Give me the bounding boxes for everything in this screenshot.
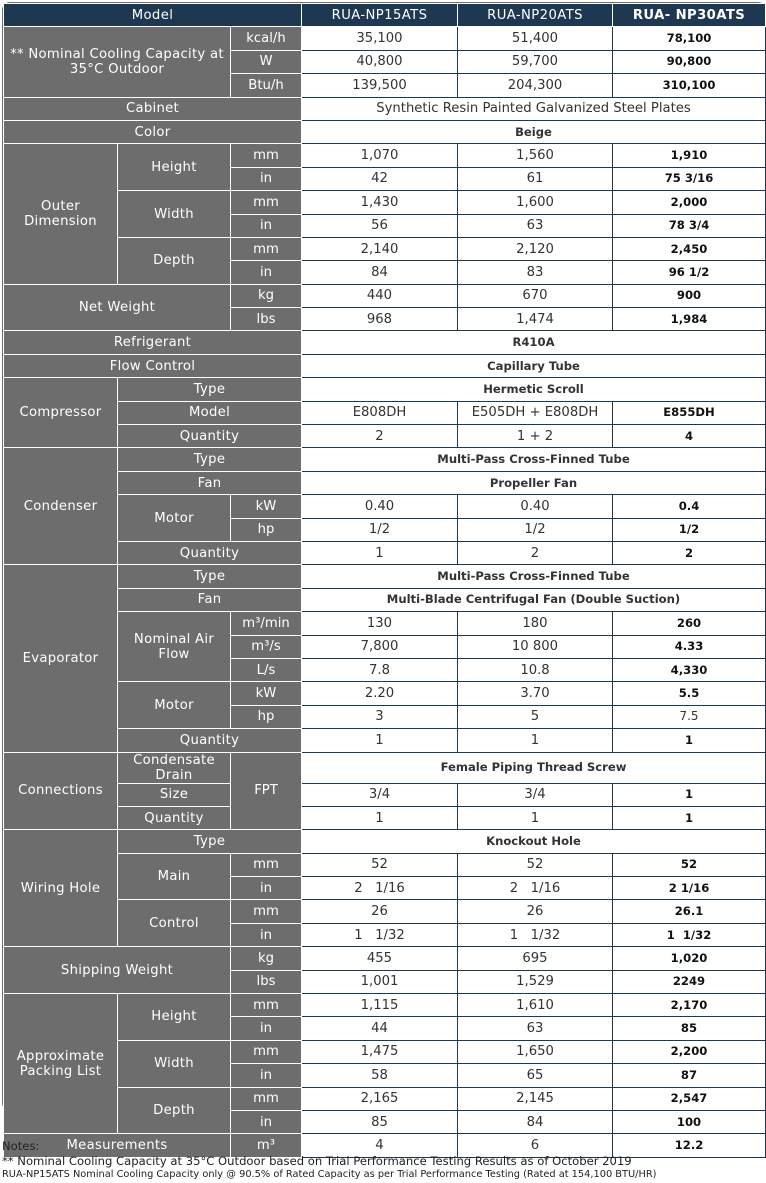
value-cell: 7,800 [302, 635, 458, 658]
evaporator-type-value: Multi-Pass Cross-Finned Tube [302, 565, 766, 588]
condensate-drain-label: Condensate Drain [118, 752, 231, 783]
value-cell: 1,610 [458, 994, 613, 1017]
fan-label: Fan [118, 471, 302, 494]
value-cell: 42 [302, 167, 458, 190]
table-row [4, 144, 766, 167]
value-cell: 7.5 [613, 705, 766, 728]
value-cell: 260 [613, 612, 766, 635]
width-label: Width [118, 1040, 231, 1087]
value-cell: 84 [302, 261, 458, 284]
value-cell: 2,165 [302, 1087, 458, 1110]
notes-section [2, 1139, 762, 1183]
quantity-label: Quantity [118, 541, 302, 564]
nominal-air-flow-label: Nominal Air Flow [118, 612, 231, 682]
value-cell: 1,430 [302, 191, 458, 214]
table-row [4, 900, 766, 923]
value-cell: 52 [613, 853, 766, 876]
unit-label: mm [231, 994, 302, 1017]
value-cell: 26 [458, 900, 613, 923]
fan-label: Fan [118, 588, 302, 611]
table-row [4, 471, 766, 494]
table-row [4, 783, 766, 806]
value-cell: 3 [302, 705, 458, 728]
unit-label: kW [231, 495, 302, 518]
value-cell: 26 [302, 900, 458, 923]
wiring-type-value: Knockout Hole [302, 830, 766, 853]
value-cell: 1 1/32 [613, 923, 766, 946]
model-name: RUA-NP20ATS [458, 4, 613, 27]
connections-label: Connections [4, 752, 118, 830]
value-cell: 2 1/16 [458, 877, 613, 900]
color-value: Beige [302, 120, 766, 143]
unit-label: kcal/h [231, 27, 302, 50]
table-row [4, 378, 766, 401]
value-cell: 0.4 [613, 495, 766, 518]
unit-label: in [231, 261, 302, 284]
value-cell: 2 [302, 425, 458, 448]
table-row [4, 729, 766, 752]
unit-label: in [231, 1110, 302, 1133]
condenser-label: Condenser [4, 448, 118, 565]
value-cell: 5 [458, 705, 613, 728]
value-cell: 63 [458, 1017, 613, 1040]
outer-dimension-label: Outer Dimension [4, 144, 118, 284]
value-cell: 78,100 [613, 27, 766, 50]
value-cell: 1 1/32 [302, 923, 458, 946]
value-cell: 59,700 [458, 50, 613, 73]
value-cell: E505DH + E808DH [458, 401, 613, 424]
table-row [4, 237, 766, 260]
cooling-capacity-label: ** Nominal Cooling Capacity at 35°C Outdoor [4, 27, 231, 97]
compressor-type-value: Hermetic Scroll [302, 378, 766, 401]
table-row [4, 830, 766, 853]
height-label: Height [118, 994, 231, 1041]
table-row [4, 191, 766, 214]
unit-label: in [231, 214, 302, 237]
value-cell: 65 [458, 1064, 613, 1087]
value-cell: 2,170 [613, 994, 766, 1017]
refrigerant-label: Refrigerant [4, 331, 302, 354]
condenser-fan-value: Propeller Fan [302, 471, 766, 494]
value-cell: 1,984 [613, 308, 766, 331]
table-row [4, 331, 766, 354]
value-cell: 1 + 2 [458, 425, 613, 448]
value-cell: 1,474 [458, 308, 613, 331]
value-cell: 85 [302, 1110, 458, 1133]
width-label: Width [118, 191, 231, 238]
table-row [4, 806, 766, 829]
table-row [4, 588, 766, 611]
value-cell: 4 [613, 425, 766, 448]
value-cell: 10.8 [458, 658, 613, 681]
type-label: Type [118, 565, 302, 588]
value-cell: 1 [613, 729, 766, 752]
value-cell: 695 [458, 947, 613, 970]
motor-label: Motor [118, 495, 231, 542]
table-row [4, 612, 766, 635]
motor-label: Motor [118, 682, 231, 729]
evaporator-label: Evaporator [4, 565, 118, 752]
value-cell: 455 [302, 947, 458, 970]
refrigerant-value: R410A [302, 331, 766, 354]
wiring-hole-label: Wiring Hole [4, 830, 118, 947]
value-cell: 2,450 [613, 237, 766, 260]
measurements-label: Measurements [4, 1134, 231, 1157]
unit-label: mm [231, 1040, 302, 1063]
unit-label: kg [231, 284, 302, 307]
unit-label: W [231, 50, 302, 73]
model-header: Model [4, 4, 302, 27]
unit-label: hp [231, 705, 302, 728]
value-cell: 4,330 [613, 658, 766, 681]
value-cell: 2,000 [613, 191, 766, 214]
control-label: Control [118, 900, 231, 947]
unit-label: mm [231, 191, 302, 214]
table-row [4, 448, 766, 471]
table-row [4, 495, 766, 518]
value-cell: 4 [302, 1134, 458, 1157]
unit-label: lbs [231, 308, 302, 331]
unit-label: in [231, 923, 302, 946]
table-row [4, 947, 766, 970]
value-cell: 2,145 [458, 1087, 613, 1110]
value-cell: 1,115 [302, 994, 458, 1017]
unit-label: in [231, 167, 302, 190]
value-cell: 87 [613, 1064, 766, 1087]
fpt-label: FPT [231, 752, 302, 830]
value-cell: 1 [302, 806, 458, 829]
value-cell: 2 1/16 [613, 877, 766, 900]
note-line: ** Nominal Cooling Capacity at 35°C Outdoor based on Trial Performance Testing Results as of October 2019 [2, 1153, 632, 1168]
unit-label: in [231, 1064, 302, 1087]
value-cell: 44 [302, 1017, 458, 1040]
header-row [4, 4, 766, 27]
size-label: Size [118, 783, 231, 806]
value-cell: 1,475 [302, 1040, 458, 1063]
type-label: Type [118, 830, 302, 853]
model-name: RUA- NP30ATS [613, 4, 766, 27]
value-cell: 2 1/16 [302, 877, 458, 900]
unit-label: mm [231, 900, 302, 923]
value-cell: 52 [458, 853, 613, 876]
table-row [4, 401, 766, 424]
value-cell: 1 [613, 783, 766, 806]
unit-label: Btu/h [231, 74, 302, 97]
type-label: Type [118, 448, 302, 471]
value-cell: 670 [458, 284, 613, 307]
compressor-label: Compressor [4, 378, 118, 448]
table-row [4, 853, 766, 876]
main-label: Main [118, 853, 231, 900]
value-cell: 5.5 [613, 682, 766, 705]
value-cell: 1 [458, 729, 613, 752]
flow-control-value: Capillary Tube [302, 354, 766, 377]
value-cell: 35,100 [302, 27, 458, 50]
value-cell: 4.33 [613, 635, 766, 658]
table-row [4, 1040, 766, 1063]
value-cell: 440 [302, 284, 458, 307]
value-cell: 1,020 [613, 947, 766, 970]
value-cell: 1 1/32 [458, 923, 613, 946]
value-cell: E808DH [302, 401, 458, 424]
value-cell: 61 [458, 167, 613, 190]
table-row [4, 1087, 766, 1110]
type-label: Type [118, 378, 302, 401]
value-cell: 2,120 [458, 237, 613, 260]
value-cell: 1,001 [302, 970, 458, 993]
value-cell: 1,560 [458, 144, 613, 167]
unit-label: lbs [231, 970, 302, 993]
unit-label: mm [231, 237, 302, 260]
table-row [4, 120, 766, 143]
value-cell: 900 [613, 284, 766, 307]
value-cell: 84 [458, 1110, 613, 1133]
value-cell: 51,400 [458, 27, 613, 50]
net-weight-label: Net Weight [4, 284, 231, 331]
table-row [4, 541, 766, 564]
value-cell: 1 [613, 806, 766, 829]
value-cell: 130 [302, 612, 458, 635]
value-cell: 1,650 [458, 1040, 613, 1063]
value-cell: 1/2 [458, 518, 613, 541]
table-row [4, 284, 766, 307]
value-cell: 78 3/4 [613, 214, 766, 237]
flow-control-label: Flow Control [4, 354, 302, 377]
quantity-label: Quantity [118, 729, 302, 752]
unit-label: mm [231, 853, 302, 876]
value-cell: 139,500 [302, 74, 458, 97]
model-name: RUA-NP15ATS [302, 4, 458, 27]
quantity-label: Quantity [118, 425, 302, 448]
condenser-type-value: Multi-Pass Cross-Finned Tube [302, 448, 766, 471]
value-cell: 968 [302, 308, 458, 331]
evaporator-fan-value: Multi-Blade Centrifugal Fan (Double Suction) [302, 588, 766, 611]
value-cell: 26.1 [613, 900, 766, 923]
value-cell: 96 1/2 [613, 261, 766, 284]
unit-label: mm [231, 1087, 302, 1110]
cabinet-value: Synthetic Resin Painted Galvanized Steel Plates [302, 97, 766, 120]
unit-label: mm [231, 144, 302, 167]
value-cell: 83 [458, 261, 613, 284]
unit-label: m³/s [231, 635, 302, 658]
value-cell: 2.20 [302, 682, 458, 705]
value-cell: 0.40 [458, 495, 613, 518]
value-cell: 2 [613, 541, 766, 564]
value-cell: 204,300 [458, 74, 613, 97]
height-label: Height [118, 144, 231, 191]
value-cell: 3.70 [458, 682, 613, 705]
value-cell: 1/2 [613, 518, 766, 541]
value-cell: 180 [458, 612, 613, 635]
table-row [4, 752, 766, 783]
table-row [4, 994, 766, 1017]
condensate-drain-value: Female Piping Thread Screw [302, 752, 766, 783]
note-line: RUA-NP15ATS Nominal Cooling Capacity only @ 90.5% of Rated Capacity as per Trial Performance Testing (Rated at 154,100 BTU/HR) [2, 1169, 657, 1180]
quantity-label: Quantity [118, 806, 231, 829]
table-row [4, 27, 766, 50]
unit-label: L/s [231, 658, 302, 681]
model-label: Model [118, 401, 302, 424]
value-cell: 10 800 [458, 635, 613, 658]
value-cell: 1,070 [302, 144, 458, 167]
value-cell: 1,529 [458, 970, 613, 993]
notes-title: Notes: [2, 1139, 40, 1153]
packing-list-label: Approximate Packing List [4, 994, 118, 1134]
table-row [4, 565, 766, 588]
value-cell: 3/4 [458, 783, 613, 806]
value-cell: 63 [458, 214, 613, 237]
value-cell: 7.8 [302, 658, 458, 681]
depth-label: Depth [118, 1087, 231, 1134]
table-row [4, 682, 766, 705]
value-cell: 52 [302, 853, 458, 876]
value-cell: 2,200 [613, 1040, 766, 1063]
value-cell: 1/2 [302, 518, 458, 541]
value-cell: 1,910 [613, 144, 766, 167]
unit-label: kW [231, 682, 302, 705]
depth-label: Depth [118, 237, 231, 284]
spec-table [3, 3, 766, 1158]
color-label: Color [4, 120, 302, 143]
value-cell: 75 3/16 [613, 167, 766, 190]
table-row [4, 97, 766, 120]
value-cell: 1,600 [458, 191, 613, 214]
value-cell: 1 [302, 541, 458, 564]
value-cell: 90,800 [613, 50, 766, 73]
value-cell: 1 [458, 806, 613, 829]
value-cell: 58 [302, 1064, 458, 1087]
unit-label: m³ [231, 1134, 302, 1157]
value-cell: 3/4 [302, 783, 458, 806]
unit-label: m³/min [231, 612, 302, 635]
value-cell: 100 [613, 1110, 766, 1133]
value-cell: 2,547 [613, 1087, 766, 1110]
table-row [4, 425, 766, 448]
value-cell: 85 [613, 1017, 766, 1040]
value-cell: 2,140 [302, 237, 458, 260]
value-cell: 1 [302, 729, 458, 752]
value-cell: 2 [458, 541, 613, 564]
value-cell: 12.2 [613, 1134, 766, 1157]
unit-label: hp [231, 518, 302, 541]
unit-label: in [231, 1017, 302, 1040]
value-cell: 310,100 [613, 74, 766, 97]
unit-label: in [231, 877, 302, 900]
table-row [4, 354, 766, 377]
unit-label: kg [231, 947, 302, 970]
value-cell: 6 [458, 1134, 613, 1157]
value-cell: 0.40 [302, 495, 458, 518]
value-cell: 2249 [613, 970, 766, 993]
value-cell: 56 [302, 214, 458, 237]
cabinet-label: Cabinet [4, 97, 302, 120]
shipping-weight-label: Shipping Weight [4, 947, 231, 994]
value-cell: 40,800 [302, 50, 458, 73]
value-cell: E855DH [613, 401, 766, 424]
